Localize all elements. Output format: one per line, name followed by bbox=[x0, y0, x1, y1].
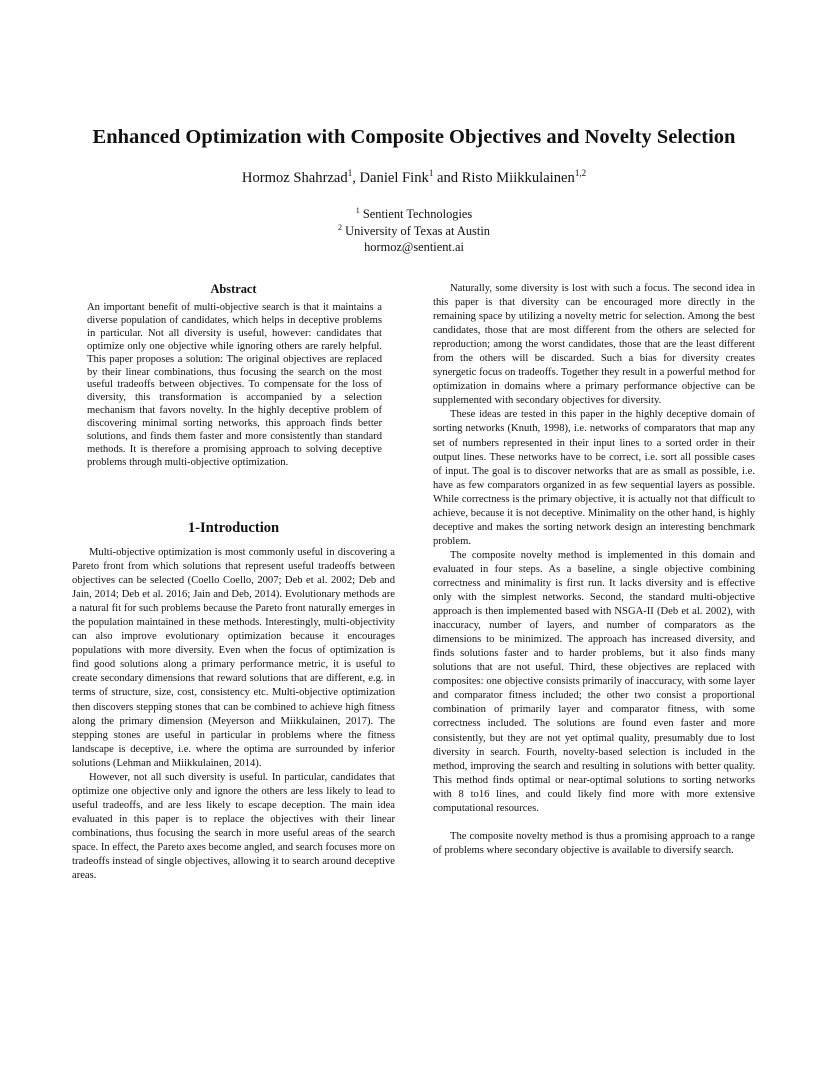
body-paragraph: The composite novelty method is implemented in this domain and evaluated in four steps. As a baseline, a single objective combining correctness and minimality is first run. It lacks diversity and is effective only with the simplest networks. Second, the standard multi-objective approach is then implemented based with NSGA-II (Deb et al. 2002), with inaccuracy, number of layers, and number of comparators as the dimensions to be minimized. The approach has increased diversity, and finds solutions faster and to harder problems, but it also finds many solutions that are not useful. Third, these objectives are replaced with composites: one objective consists primarily of inaccuracy, with some layer and comparator fitness included; the other two consist a proportional combination of primarily layer and comparator fitness, with some correctness included. The solutions are found even faster and more consistently, but they are not yet optimal quality, presumably due to lost diversity in search. Fourth, novelty-based selection is included in the method, improving the search and resulting in solutions with better quality. This method finds optimal or near-optimal solutions to sorting networks with 8 to16 lines, and could likely find more with more extensive computational resources. bbox=[433, 549, 755, 814]
paragraph-gap bbox=[433, 816, 755, 830]
author-name: Risto Miikkulainen bbox=[461, 170, 575, 186]
abstract-paragraph: An important benefit of multi-objective search is that it maintains a diverse population of candidates, which helps in deceptive problems in particular. Not all diversity is useful, however: candidates that optimize only one objective while ignoring others are rarely helpful. This paper proposes a solution: The original objectives are replaced by their linear combinations, thus focusing the search on the most useful tradeoffs between objectives. To compensate for the loss of diversity, this transformation is accompanied by a selection mechanism that favors novelty. In the highly deceptive problem of discovering minimal sorting networks, this approach finds better solutions, and finds them faster and more consistently than standard methods. It is therefore a promising approach to solving deceptive problems through multi-objective optimization. bbox=[87, 302, 382, 468]
author-affiliation-mark: 1,2 bbox=[574, 168, 587, 179]
body-paragraph: The composite novelty method is thus a promising approach to a range of problems where secondary objective is available to diversify search. bbox=[433, 830, 755, 856]
introduction-right-column bbox=[433, 282, 755, 858]
section-heading-introduction: 1-Introduction bbox=[187, 520, 280, 536]
paper-title: Enhanced Optimization with Composite Objectives and Novelty Selection bbox=[92, 126, 736, 148]
body-paragraph: Naturally, some diversity is lost with such a focus. The second idea in this paper is that diversity can be encouraged more directly in the remaining space by utilizing a novelty metric for selection. Among the best candidates, those that are most different from the others are selected for reproduction; among the worst candidates, those that are the least different from the others will be discarded. Such a bias for diversity creates synergetic focus on tradeoffs. Together they result in a powerful method for optimization in domains where a primary performance objective can be supplemented with secondary objectives for diversity. bbox=[433, 283, 755, 407]
author-name: Daniel Fink bbox=[359, 170, 429, 186]
author-name: Hormoz Shahrzad bbox=[241, 170, 348, 186]
author-line bbox=[40, 170, 788, 187]
author-separator: , bbox=[352, 170, 360, 186]
author-affiliation-mark: 1 bbox=[428, 168, 434, 179]
abstract-text bbox=[87, 302, 382, 470]
affiliation-name: University of Texas at Austin bbox=[345, 223, 490, 238]
affiliation-line bbox=[40, 206, 788, 223]
body-paragraph: These ideas are tested in this paper in the highly deceptive domain of sorting networks (Knuth, 1998), i.e. networks of comparators that map any set of numbers represented in their input lines to a sorted order in their output lines. These networks have to be correct, i.e. sort all possible cases of input. The goal is to discover networks that are as small as possible, i.e. have as few comparators organized in as few sequential layers as possible. While correctness is the primary objective, it is actually not that difficult to achieve, because it is not deceptive. Minimality on the other hand, is highly deceptive and makes the sorting network design an interesting benchmark problem. bbox=[433, 409, 755, 547]
introduction-left-column bbox=[72, 546, 395, 883]
body-paragraph: However, not all such diversity is useful. In particular, candidates that optimize one objective only and ignore the others are less likely to lead to useful tradeoffs, and are less likely to escape deception. The main idea evaluated in this paper is to replace the objectives with their linear combinations, thus focusing the search in more useful areas of the search space. In effect, the Pareto axes become angled, and search focuses more on tradeoffs instead of single objectives, allowing it to search around deceptive areas. bbox=[72, 771, 395, 882]
affiliation-line bbox=[40, 223, 788, 240]
affiliations-block bbox=[40, 206, 788, 256]
author-separator: and bbox=[433, 170, 462, 186]
abstract-heading: Abstract bbox=[210, 282, 257, 296]
affiliation-name: Sentient Technologies bbox=[362, 207, 473, 221]
affiliation-mark: 1 bbox=[355, 205, 360, 215]
author-affiliation-mark: 1 bbox=[347, 168, 353, 179]
author-email: hormoz@sentient.ai bbox=[364, 240, 464, 254]
body-paragraph: Multi-objective optimization is most commonly useful in discovering a Pareto front from which solutions that represent useful tradeoffs between objectives can be selected (Coello Coello, 2007; Deb et al. 2002; Deb and Jain, 2014; Deb et al. 2016; Jain and Deb, 2014). Evolutionary methods are a natural fit for such problems because the Pareto front naturally emerges in the population maintained in these methods. Interestingly, multi-objectivity can also improve evolutionary optimization because it encourages populations with more diversity. Even when the focus of optimization is find good solutions along a primary performance metric, it is useful to create secondary dimensions that reward solutions that are different, e.g. in terms of structure, size, cost, consistency etc. Multi-objective optimization then discovers stepping stones that can be combined to achieve high fitness along the primary dimension (Meyerson and Miikkulainen, 2017). The stepping stones are useful in particular in problems where the fitness landscape is deceptive, i.e. where the optima are surrounded by inferior solutions (Lehman and Miikkulainen, 2014). bbox=[72, 547, 395, 769]
affiliation-mark: 2 bbox=[338, 222, 343, 232]
